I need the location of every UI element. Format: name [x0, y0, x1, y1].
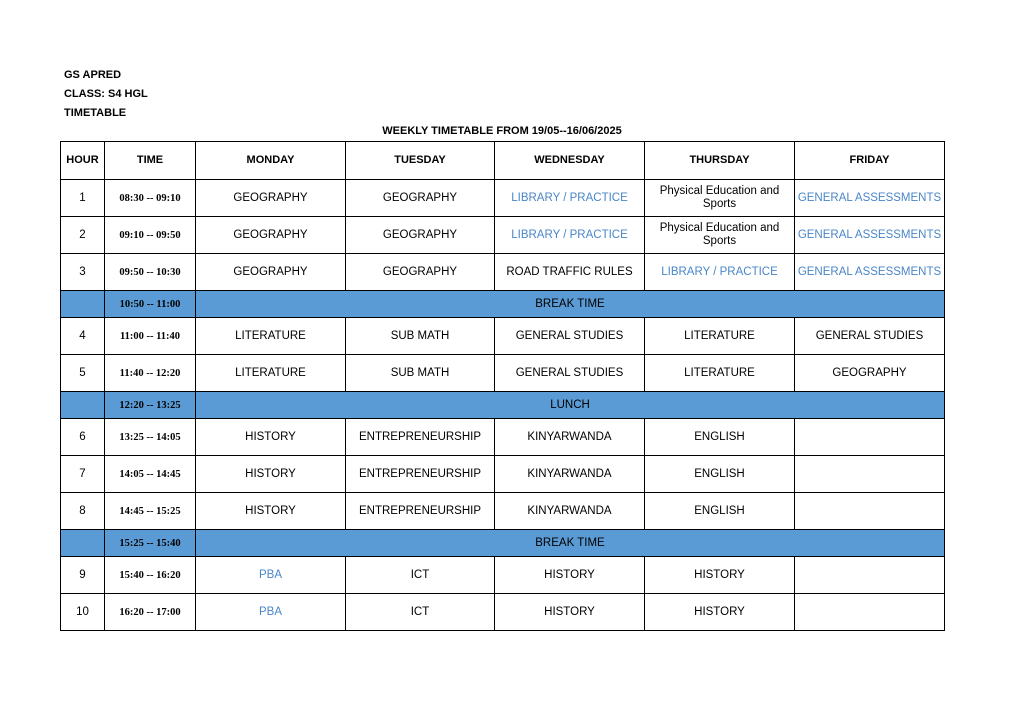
time-cell: 13:25 -- 14:05	[105, 419, 196, 456]
table-row	[61, 557, 945, 594]
column-header-time: TIME	[105, 142, 196, 180]
timetable-body	[61, 180, 945, 631]
subject-cell	[795, 594, 945, 631]
subject-cell: GEOGRAPHY	[346, 254, 495, 291]
table-row	[61, 594, 945, 631]
timetable-table	[60, 141, 945, 631]
subject-cell: ENTREPRENEURSHIP	[346, 456, 495, 493]
subject-cell: ENGLISH	[645, 419, 795, 456]
time-cell: 16:20 -- 17:00	[105, 594, 196, 631]
header-row	[61, 142, 945, 180]
subject-cell: LITERATURE	[196, 355, 346, 392]
break-label: LUNCH	[196, 392, 945, 419]
time-cell: 11:00 -- 11:40	[105, 318, 196, 355]
subject-cell: ENTREPRENEURSHIP	[346, 419, 495, 456]
break-hour-cell	[61, 530, 105, 557]
hour-cell: 5	[61, 355, 105, 392]
subject-cell: ICT	[346, 557, 495, 594]
subject-cell: GENERAL ASSESSMENTS	[795, 180, 945, 217]
class-name: CLASS: S4 HGL	[64, 88, 148, 100]
subject-cell: HISTORY	[495, 594, 645, 631]
subject-cell: KINYARWANDA	[495, 456, 645, 493]
subject-cell: GEOGRAPHY	[795, 355, 945, 392]
subject-cell: SUB MATH	[346, 355, 495, 392]
subject-cell	[795, 456, 945, 493]
break-time-cell: 10:50 -- 11:00	[105, 291, 196, 318]
break-hour-cell	[61, 392, 105, 419]
table-row	[61, 254, 945, 291]
subject-cell: ICT	[346, 594, 495, 631]
subject-cell: GENERAL STUDIES	[495, 355, 645, 392]
break-time-cell: 15:25 -- 15:40	[105, 530, 196, 557]
subject-cell: KINYARWANDA	[495, 493, 645, 530]
school-name: GS APRED	[64, 69, 122, 81]
hour-cell: 1	[61, 180, 105, 217]
subject-cell: LITERATURE	[196, 318, 346, 355]
break-label: BREAK TIME	[196, 530, 945, 557]
subject-cell: GENERAL ASSESSMENTS	[795, 217, 945, 254]
subject-cell: ENTREPRENEURSHIP	[346, 493, 495, 530]
subject-cell: HISTORY	[495, 557, 645, 594]
hour-cell: 10	[61, 594, 105, 631]
subject-cell: LITERATURE	[645, 355, 795, 392]
hour-cell: 7	[61, 456, 105, 493]
break-time-cell: 12:20 -- 13:25	[105, 392, 196, 419]
subject-cell: HISTORY	[196, 419, 346, 456]
table-row	[61, 318, 945, 355]
subject-cell: ENGLISH	[645, 456, 795, 493]
hour-cell: 4	[61, 318, 105, 355]
break-label: BREAK TIME	[196, 291, 945, 318]
subject-cell: GENERAL STUDIES	[795, 318, 945, 355]
time-cell: 15:40 -- 16:20	[105, 557, 196, 594]
time-cell: 14:45 -- 15:25	[105, 493, 196, 530]
hour-cell: 8	[61, 493, 105, 530]
hour-cell: 2	[61, 217, 105, 254]
table-row	[61, 419, 945, 456]
subject-cell: GEOGRAPHY	[196, 254, 346, 291]
time-cell: 08:30 -- 09:10	[105, 180, 196, 217]
subject-cell: KINYARWANDA	[495, 419, 645, 456]
subject-cell: PBA	[196, 594, 346, 631]
subject-cell	[795, 557, 945, 594]
subject-cell: SUB MATH	[346, 318, 495, 355]
table-row	[61, 456, 945, 493]
hour-cell: 6	[61, 419, 105, 456]
subject-cell: LIBRARY / PRACTICE	[495, 180, 645, 217]
break-row	[61, 291, 945, 318]
column-header-tuesday: TUESDAY	[346, 142, 495, 180]
time-cell: 14:05 -- 14:45	[105, 456, 196, 493]
subject-cell: GEOGRAPHY	[346, 180, 495, 217]
table-row	[61, 493, 945, 530]
hour-cell: 3	[61, 254, 105, 291]
hour-cell: 9	[61, 557, 105, 594]
subject-cell: HISTORY	[645, 594, 795, 631]
subject-cell: GENERAL STUDIES	[495, 318, 645, 355]
column-header-monday: MONDAY	[196, 142, 346, 180]
subject-cell: PBA	[196, 557, 346, 594]
column-header-friday: FRIDAY	[795, 142, 945, 180]
subject-cell: ENGLISH	[645, 493, 795, 530]
break-row	[61, 392, 945, 419]
time-cell: 11:40 -- 12:20	[105, 355, 196, 392]
time-cell: 09:10 -- 09:50	[105, 217, 196, 254]
subject-cell	[795, 493, 945, 530]
subject-cell: GEOGRAPHY	[346, 217, 495, 254]
subject-cell: HISTORY	[645, 557, 795, 594]
subject-cell: Physical Education and Sports	[645, 180, 795, 217]
document-label: TIMETABLE	[64, 107, 127, 119]
subject-cell: Physical Education and Sports	[645, 217, 795, 254]
subject-cell: LIBRARY / PRACTICE	[495, 217, 645, 254]
table-row	[61, 355, 945, 392]
break-hour-cell	[61, 291, 105, 318]
table-row	[61, 217, 945, 254]
column-header-hour: HOUR	[61, 142, 105, 180]
break-row	[61, 530, 945, 557]
subject-cell: ROAD TRAFFIC RULES	[495, 254, 645, 291]
time-cell: 09:50 -- 10:30	[105, 254, 196, 291]
column-header-thursday: THURSDAY	[645, 142, 795, 180]
subject-cell: LITERATURE	[645, 318, 795, 355]
timetable-title: WEEKLY TIMETABLE FROM 19/05--16/06/2025	[382, 125, 622, 137]
subject-cell	[795, 419, 945, 456]
subject-cell: LIBRARY / PRACTICE	[645, 254, 795, 291]
subject-cell: HISTORY	[196, 456, 346, 493]
subject-cell: GEOGRAPHY	[196, 217, 346, 254]
table-row	[61, 180, 945, 217]
subject-cell: GENERAL ASSESSMENTS	[795, 254, 945, 291]
column-header-wednesday: WEDNESDAY	[495, 142, 645, 180]
subject-cell: GEOGRAPHY	[196, 180, 346, 217]
subject-cell: HISTORY	[196, 493, 346, 530]
